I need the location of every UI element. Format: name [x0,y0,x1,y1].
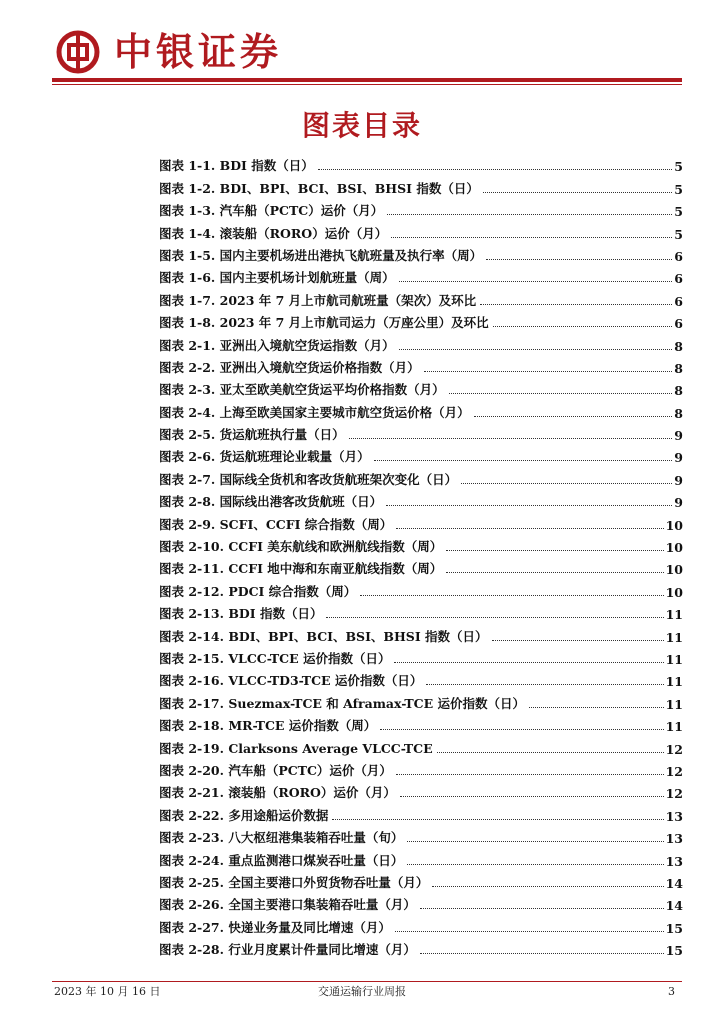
toc-dot-leader [480,304,672,305]
toc-entry[interactable] [159,667,683,689]
toc-entry-page[interactable]: 11 [665,719,683,735]
toc-entry[interactable] [159,421,683,443]
toc-entry[interactable] [159,309,683,331]
toc-entry[interactable] [159,824,683,846]
toc-entry[interactable] [159,331,683,353]
toc-dot-leader [493,326,673,327]
toc-entry-page[interactable]: 10 [665,517,683,533]
toc-entry-page[interactable]: 10 [665,562,683,578]
toc-entry-page[interactable]: 12 [665,741,683,757]
toc-entry-label[interactable]: 图表 1-6. 国内主要机场计划航班量（周） [159,270,395,286]
toc-dot-leader [492,640,664,641]
toc-entry-label[interactable]: 图表 2-23. 八大枢纽港集装箱吞吐量（旬） [159,830,404,846]
toc-entry[interactable] [159,197,683,219]
toc-entry[interactable] [159,219,683,241]
toc-entry-page[interactable]: 12 [665,786,683,802]
footer-rule [52,981,682,982]
toc-entry[interactable] [159,846,683,868]
toc-dot-leader [446,572,663,573]
toc-dot-leader [399,281,673,282]
toc-entry-page[interactable]: 14 [665,875,683,891]
toc-entry-page[interactable]: 15 [665,943,683,959]
toc-entry-label[interactable]: 图表 2-10. CCFI 美东航线和欧洲航线指数（周） [159,539,443,555]
toc-entry-label[interactable]: 图表 2-15. VLCC-TCE 运价指数（日） [159,650,391,666]
toc-entry-label[interactable]: 图表 2-28. 行业月度累计件量同比增速（月） [159,942,416,958]
toc-entry-label[interactable]: 图表 2-3. 亚太至欧美航空货运平均价格指数（月） [159,382,445,398]
toc-dot-leader [332,819,663,820]
toc-entry-page[interactable]: 11 [665,651,683,667]
page-header [52,26,682,86]
toc-entry-label[interactable]: 图表 2-17. Suezmax-TCE 和 Aframax-TCE 运价指数（日） [159,695,526,711]
toc-entry-label[interactable]: 图表 2-13. BDI 指数（日） [159,606,323,622]
toc-dot-leader [395,931,664,932]
toc-entry[interactable] [159,600,683,622]
toc-dot-leader [474,416,673,417]
toc-entry[interactable] [159,152,683,174]
toc-entry-page[interactable]: 8 [674,383,683,399]
toc-dot-leader [374,460,673,461]
toc-entry[interactable] [159,286,683,308]
bank-of-china-logo-icon [56,30,100,74]
toc-dot-leader [420,908,664,909]
toc-entry-label[interactable]: 图表 2-26. 全国主要港口集装箱吞吐量（月） [159,897,416,913]
toc-entry-label[interactable]: 图表 1-5. 国内主要机场进出港执飞航班量及执行率（周） [159,247,483,263]
toc-entry-page[interactable]: 11 [665,629,683,645]
toc-dot-leader [529,707,664,708]
toc-entry-label[interactable]: 图表 2-18. MR-TCE 运价指数（周） [159,718,377,734]
toc-entry-page[interactable]: 10 [665,540,683,556]
toc-entry-page[interactable]: 5 [674,159,683,175]
toc-entry[interactable] [159,913,683,935]
toc-entry[interactable] [159,577,683,599]
toc-entry-label[interactable]: 图表 2-14. BDI、BPI、BCI、BSI、BHSI 指数（日） [159,628,488,644]
toc-entry[interactable] [159,264,683,286]
toc-entry[interactable] [159,645,683,667]
toc-entry-label[interactable]: 图表 1-3. 汽车船（PCTC）运价（月） [159,203,384,219]
toc-entry[interactable] [159,242,683,264]
toc-dot-leader [420,953,664,954]
toc-dot-leader [391,237,672,238]
toc-entry-label[interactable]: 图表 2-4. 上海至欧美国家主要城市航空货运价格（月） [159,404,470,420]
toc-entry-page[interactable]: 14 [665,898,683,914]
toc-entry-page[interactable]: 8 [674,338,683,354]
toc-entry-page[interactable]: 15 [665,920,683,936]
toc-entry[interactable] [159,757,683,779]
toc-entry[interactable] [159,376,683,398]
toc-dot-leader [318,169,673,170]
toc-entry-page[interactable]: 8 [674,360,683,376]
toc-entry-label[interactable]: 图表 2-24. 重点监测港口煤炭吞吐量（日） [159,852,404,868]
toc-entry-label[interactable]: 图表 2-8. 国际线出港客改货航班（日） [159,494,383,510]
toc-title: 图表目录 [301,109,422,142]
toc-entry-page[interactable]: 9 [674,495,683,511]
toc-entry-page[interactable]: 8 [674,405,683,421]
toc-dot-leader [449,393,673,394]
toc-entry[interactable] [159,488,683,510]
toc-dot-leader [380,729,663,730]
toc-entry-page[interactable]: 9 [674,472,683,488]
toc-entry-label[interactable]: 图表 2-2. 亚洲出入境航空货运价格指数（月） [159,359,420,375]
toc-list [159,152,683,958]
toc-entry-label[interactable]: 图表 2-19. Clarksons Average VLCC-TCE [159,740,433,756]
toc-dot-leader [407,841,663,842]
toc-entry-label[interactable]: 图表 2-9. SCFI、CCFI 综合指数（周） [159,516,393,532]
toc-entry-label[interactable]: 图表 2-20. 汽车船（PCTC）运价（月） [159,762,392,778]
toc-entry-label[interactable]: 图表 2-12. PDCI 综合指数（周） [159,583,357,599]
toc-dot-leader [426,684,663,685]
header-rule-thin [52,84,682,85]
toc-entry-label[interactable]: 图表 2-16. VLCC-TD3-TCE 运价指数（日） [159,673,423,689]
toc-entry-label[interactable]: 图表 2-7. 国际线全货机和客改货航班架次变化（日） [159,471,458,487]
toc-entry[interactable] [159,734,683,756]
toc-entry-label[interactable]: 图表 2-6. 货运航班理论业载量（月） [159,449,370,465]
toc-entry[interactable] [159,801,683,823]
toc-entry-page[interactable]: 5 [674,181,683,197]
toc-entry[interactable] [159,555,683,577]
toc-entry[interactable] [159,443,683,465]
toc-entry-page[interactable]: 6 [674,316,683,332]
toc-dot-leader [407,864,663,865]
toc-entry-label[interactable]: 图表 1-1. BDI 指数（日） [159,158,314,174]
toc-dot-leader [400,796,664,797]
toc-entry-label[interactable]: 图表 2-11. CCFI 地中海和东南亚航线指数（周） [159,561,443,577]
toc-entry-label[interactable]: 图表 1-8. 2023 年 7 月上市航司运力（万座公里）及环比 [159,315,489,331]
footer-date: 2023 年 10 月 16 日 [54,985,161,998]
toc-dot-leader [386,505,672,506]
toc-entry-page[interactable]: 13 [665,853,683,869]
toc-entry-label[interactable]: 图表 1-7. 2023 年 7 月上市航司航班量（架次）及环比 [159,292,477,308]
toc-dot-leader [432,886,663,887]
toc-entry-page[interactable]: 11 [665,696,683,712]
toc-entry[interactable] [159,510,683,532]
toc-entry[interactable] [159,533,683,555]
toc-entry-label[interactable]: 图表 2-1. 亚洲出入境航空货运指数（月） [159,337,395,353]
toc-dot-leader [396,528,663,529]
toc-dot-leader [461,483,672,484]
toc-entry-label[interactable]: 图表 2-5. 货运航班执行量（日） [159,427,345,443]
toc-entry[interactable] [159,398,683,420]
toc-entry-label[interactable]: 图表 1-4. 滚装船（RORO）运价（月） [159,225,388,241]
toc-entry[interactable] [159,689,683,711]
toc-entry-label[interactable]: 图表 2-25. 全国主要港口外贸货物吞吐量（月） [159,874,429,890]
toc-dot-leader [483,192,672,193]
footer-report-name: 交通运输行业周报 [318,985,406,998]
toc-dot-leader [349,438,673,439]
toc-entry[interactable] [159,465,683,487]
toc-entry-page[interactable]: 12 [665,763,683,779]
toc-dot-leader [326,617,663,618]
toc-entry-page[interactable]: 9 [674,450,683,466]
brand-name: 中银证券 [114,30,283,74]
toc-entry[interactable] [159,174,683,196]
toc-entry-label[interactable]: 图表 2-22. 多用途船运价数据 [159,807,329,823]
toc-entry[interactable] [159,712,683,734]
toc-dot-leader [360,595,663,596]
toc-entry[interactable] [159,869,683,891]
toc-dot-leader [486,259,672,260]
toc-entry-page[interactable]: 6 [674,248,683,264]
toc-dot-leader [437,752,664,753]
toc-entry-label[interactable]: 图表 1-2. BDI、BPI、BCI、BSI、BHSI 指数（日） [159,180,479,196]
toc-entry[interactable] [159,936,683,958]
toc-dot-leader [446,550,663,551]
toc-entry-page[interactable]: 13 [665,808,683,824]
toc-entry[interactable] [159,622,683,644]
toc-entry[interactable] [159,779,683,801]
toc-entry-page[interactable]: 5 [674,226,683,242]
toc-dot-leader [387,214,672,215]
toc-entry[interactable] [159,354,683,376]
toc-dot-leader [424,371,673,372]
toc-entry-page[interactable]: 11 [665,607,683,623]
toc-entry-page[interactable]: 9 [674,428,683,444]
toc-entry-page[interactable]: 5 [674,204,683,220]
toc-dot-leader [394,662,663,663]
toc-entry-page[interactable]: 10 [665,584,683,600]
toc-entry-page[interactable]: 13 [665,831,683,847]
toc-entry[interactable] [159,891,683,913]
toc-entry-label[interactable]: 图表 2-27. 快递业务量及同比增速（月） [159,919,391,935]
header-rule [52,78,682,82]
toc-entry-page[interactable]: 11 [665,674,683,690]
footer-page-number: 3 [668,985,675,998]
toc-entry-page[interactable]: 6 [674,271,683,287]
toc-dot-leader [399,349,673,350]
toc-entry-label[interactable]: 图表 2-21. 滚装船（RORO）运价（月） [159,785,396,801]
toc-entry-page[interactable]: 6 [674,293,683,309]
toc-dot-leader [396,774,664,775]
